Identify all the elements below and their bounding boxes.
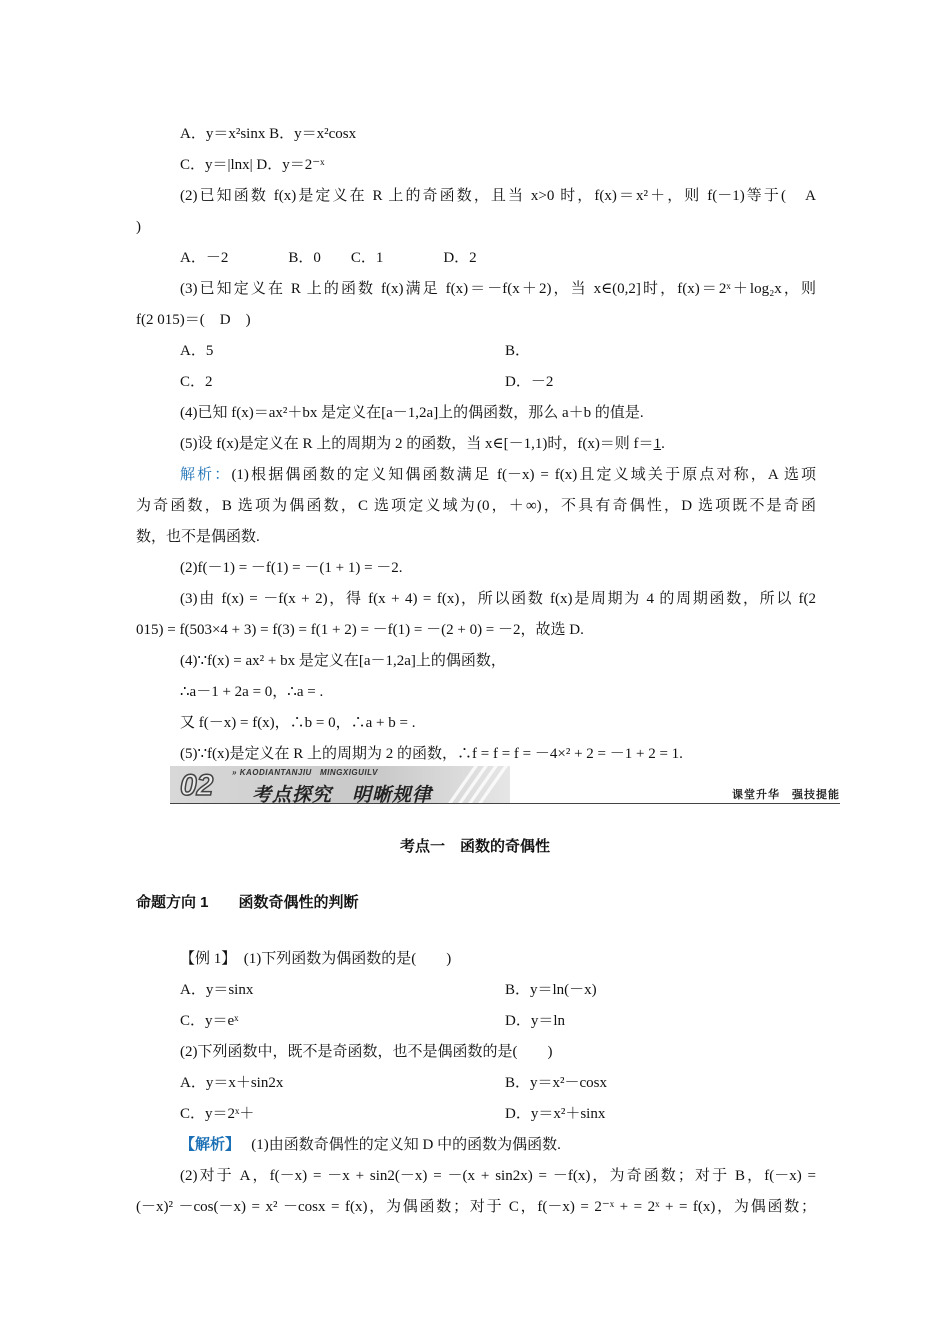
solution3-line2: 015) = f(503×4 + 3) = f(3) = f(1 + 2) = －f(1) = －(2 + 0) = －2，故选 D. <box>136 622 584 638</box>
double-chevron-icon: » <box>232 768 237 777</box>
question3-option-c: C．2 <box>180 374 213 390</box>
solution1-line2: 为奇函数，B 选项为偶函数，C 选项定义域为(0，＋∞)，不具有奇偶性，D 选项既不是奇函 <box>136 498 816 514</box>
question3-continuation: f(2 015)＝( D ) <box>136 312 251 328</box>
question2-options: A．－2 B．0 C．1 D．2 <box>180 250 477 266</box>
example-solution1-text: (1)由函数奇偶性的定义知 D 中的函数为偶函数. <box>251 1137 561 1153</box>
question5-text <box>180 434 665 454</box>
question3-option-a: A．5 <box>180 343 214 359</box>
example1-option-b: B．y＝ln(－x) <box>505 982 597 998</box>
banner-box <box>170 766 510 803</box>
example2-option-b: B．y＝x²－cosx <box>505 1075 607 1091</box>
example1-option-a: A．y＝sinx <box>180 982 254 998</box>
section-banner <box>170 766 840 806</box>
question4-text: (4)已知 f(x)＝ax²＋bx 是定义在[a－1,2a]上的偶函数，那么 a＋b 的值是. <box>180 405 644 421</box>
question2-continuation: ) <box>136 219 141 235</box>
solution2-text: (2)f(－1) = －f(1) = －(1 + 1) = －2. <box>180 560 403 576</box>
example-solution-label: 【解析】 <box>180 1136 241 1153</box>
question1-options-cd: C．y＝|lnx| D．y＝2⁻ˣ <box>180 157 325 173</box>
question3-option-b: B． <box>505 343 531 359</box>
example2-option-a: A．y＝x＋sin2x <box>180 1075 284 1091</box>
solution3-text: (3)由 f(x) = －f(x + 2)，得 f(x + 4) = f(x)，所以函数 f(x)是周期为 4 的周期函数，所以 f(2 <box>180 591 816 607</box>
example1-question2: (2)下列函数中，既不是奇函数，也不是偶函数的是( ) <box>180 1044 553 1060</box>
question5-answer: 1 <box>653 436 662 452</box>
solution-label: 解析： <box>180 467 232 483</box>
question2-text: (2)已知函数 f(x)是定义在 R 上的奇函数，且当 x>0 时，f(x)＝x²＋，则 f(－1)等于( A <box>180 188 816 204</box>
solution4-text: (4)∵f(x) = ax² + bx 是定义在[a－1,2a]上的偶函数， <box>180 653 506 669</box>
example-solution1 <box>180 1135 561 1155</box>
question3-option-d: D．－2 <box>505 374 554 390</box>
solution1-text: (1)根据偶函数的定义知偶函数满足 f(－x) = f(x)且定义域关于原点对称，A 选项 <box>231 467 816 483</box>
question5-prefix: (5)设 f(x)是定义在 R 上的周期为 2 的函数，当 x∈[－1,1)时，f(x)＝则 f＝ <box>180 436 654 452</box>
section-heading: 考点一 函数的奇偶性 <box>399 838 550 855</box>
example1-option-d: D．y＝ln <box>505 1013 566 1029</box>
question1-options-ab: A．y＝x²sinx B．y＝x²cosx <box>180 126 357 142</box>
example1-option-c: C．y＝eˣ <box>180 1013 239 1029</box>
solution4-line2: ∴a－1 + 2a = 0，∴a = . <box>180 684 324 700</box>
example-question1-text: (1)下列函数为偶函数的是( ) <box>243 951 452 967</box>
section-subheading: 命题方向 1 函数奇偶性的判断 <box>136 894 359 911</box>
question5-suffix: . <box>661 436 665 452</box>
banner-title: 考点探究 明晰规律 <box>252 785 433 803</box>
example-solution2: (2)对于 A，f(－x) = －x + sin2(－x) = －(x + sin2x) = －f(x)，为奇函数；对于 B，f(－x) = <box>180 1168 816 1184</box>
solution5-text: (5)∵f(x)是定义在 R 上的周期为 2 的函数，∴f = f = f = －4×² + 2 = －1 + 2 = 1. <box>180 746 683 762</box>
example2-option-c: C．y＝2ˣ＋ <box>180 1106 255 1122</box>
example2-option-d: D．y＝x²＋sinx <box>505 1106 606 1122</box>
example-label: 【例 1】 <box>180 951 237 967</box>
solution1-line3: 数，也不是偶函数. <box>136 529 260 545</box>
question3-text: (3)已知定义在 R 上的函数 f(x)满足 f(x)＝－f(x＋2)，当 x∈(0,2]时，f(x)＝2ˣ＋log₂x，则 <box>180 281 816 297</box>
solution-line1 <box>180 465 816 485</box>
banner-pinyin: » KAODIANTANJIU MINGXIGUILV <box>232 768 378 777</box>
example1-question1 <box>180 949 451 969</box>
banner-right-text: 课堂升华 强技提能 <box>732 789 840 801</box>
solution4-line3: 又 f(－x) = f(x)，∴b = 0，∴a + b = . <box>180 715 416 731</box>
banner-number: 02 <box>180 769 214 802</box>
example-solution2-line2: (－x)² －cos(－x) = x² －cosx = f(x)，为偶函数；对于 C，f(－x) = 2⁻ˣ + = 2ˣ + = f(x)，为偶函数； <box>136 1199 816 1215</box>
banner-divider <box>170 803 840 804</box>
